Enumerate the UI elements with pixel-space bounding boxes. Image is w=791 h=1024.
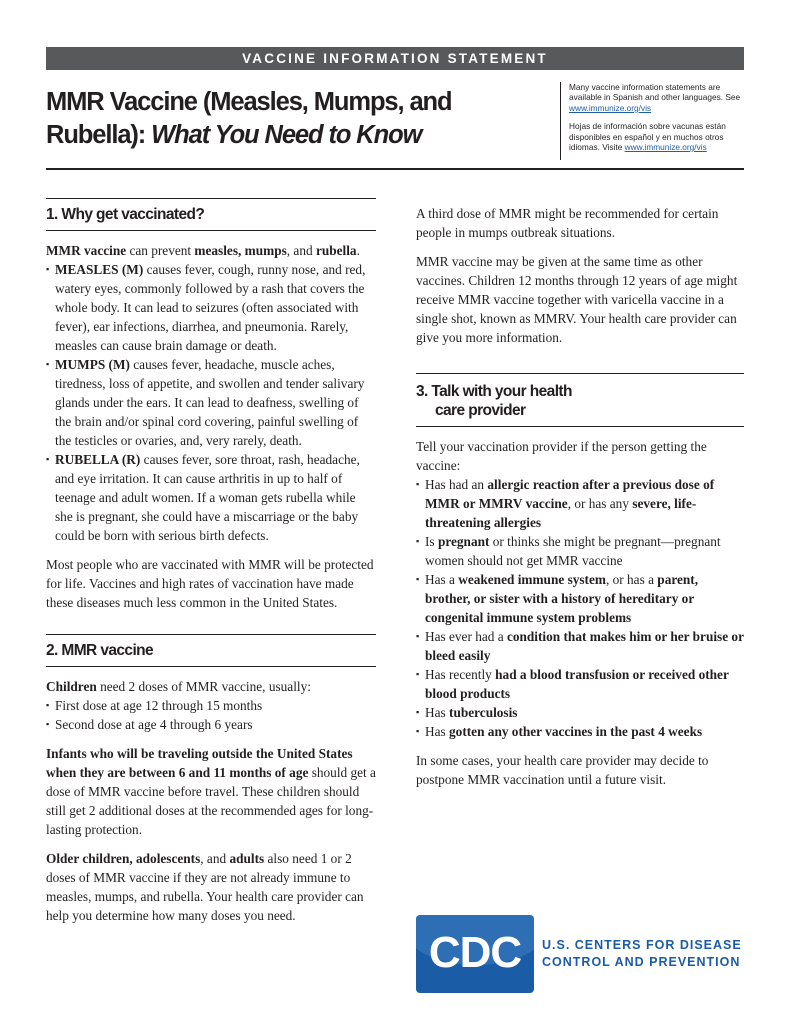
- list-item-immune-system: ▪ Has a weakened immune system, or has a parent, brother, or sister with a history of hereditary or congenital immune system problems: [416, 570, 744, 627]
- list-item-transfusion: ▪ Has recently had a blood transfusion or received other blood products: [416, 665, 744, 703]
- third-dose-note: A third dose of MMR might be recommended for certain people in mumps outbreak situations.: [416, 206, 719, 240]
- disease-list: [46, 260, 376, 545]
- language-note: [560, 82, 753, 160]
- cdc-agency-line-2: CONTROL AND PREVENTION: [542, 955, 741, 969]
- children-doses-intro: Children need 2 doses of MMR vaccine, usually:: [46, 679, 311, 694]
- dose-list: [46, 696, 376, 734]
- list-item-rubella: ▪ RUBELLA (R) causes fever, sore throat, rash, headache, and eye irritation. It can cause arthritis in up to half of teenage and adult women. If a woman gets rubella while she is pregnant, she could have a miscarriage or the baby could be born with serious birth defects.: [46, 450, 376, 545]
- list-item-other-vaccines: ▪ Has gotten any other vaccines in the past 4 weeks: [416, 722, 744, 741]
- immunize-link-en[interactable]: www.immunize.org/vis: [569, 102, 652, 113]
- language-note-spanish: [569, 121, 753, 152]
- list-item-pregnancy: ▪ Is pregnant or thinks she might be pregnant—pregnant women should not get MMR vaccine: [416, 532, 744, 570]
- cdc-logo: [416, 915, 534, 993]
- list-item-measles: ▪ MEASLES (M) causes fever, cough, runny nose, and red, watery eyes, commonly followed by a rash that covers the whole body. It can lead to seizures (often associated with fever), ear infections, diarrhea, and pneumonia. Rarely, measles can cause brain damage or death.: [46, 260, 376, 355]
- infants-travel-note: Infants who will be traveling outside the United States when they are between 6 and 11 months of age should get a dose of MMR vaccine before travel. These children should still get 2 additional doses at the recommended ages for long-lasting protection.: [46, 746, 376, 837]
- list-item-tuberculosis: ▪ Has tuberculosis: [416, 703, 744, 722]
- section-1-intro: MMR vaccine can prevent measles, mumps, and rubella.: [46, 243, 360, 258]
- language-note-es-text: Hojas de información sobre vacunas están disponibles en español y en muchos otros idiomas. Visite: [569, 121, 726, 153]
- cdc-branding: [416, 913, 746, 995]
- cdc-agency-name: [542, 937, 752, 971]
- language-note-en-text: Many vaccine information statements are available in Spanish and other languages. See: [569, 82, 741, 103]
- provider-checklist: [416, 475, 744, 741]
- cdc-logo-letters: CDC: [428, 928, 522, 977]
- section-3-intro: Tell your vaccination provider if the person getting the vaccine:: [416, 439, 707, 473]
- list-item-bleeding: ▪ Has ever had a condition that makes him or her bruise or bleed easily: [416, 627, 744, 665]
- older-children-note: Older children, adolescents, and adults also need 1 or 2 doses of MMR vaccine if they are not already immune to measles, mumps, and rubella. Your health care provider can help you determine how many doses you need.: [46, 851, 364, 923]
- section-1-closing: Most people who are vaccinated with MMR will be protected for life. Vaccines and high rates of vaccination have made these diseases much less common in the United States.: [46, 557, 374, 610]
- language-note-english: [569, 82, 753, 113]
- right-column: [416, 204, 744, 799]
- list-item-second-dose: ▪ Second dose at age 4 through 6 years: [46, 715, 376, 734]
- cdc-agency-line-1: U.S. CENTERS FOR DISEASE: [542, 938, 742, 952]
- mmrv-note: MMR vaccine may be given at the same time as other vaccines. Children 12 months through 12 years of age might receive MMR vaccine together with varicella vaccine in a single shot, known as MMRV. Your health care provider can give you more information.: [416, 254, 738, 345]
- section-3-closing: In some cases, your health care provider may decide to postpone MMR vaccination until a future visit.: [416, 753, 709, 787]
- header-divider: [46, 168, 744, 170]
- section-3-heading: 3. Talk with your health care provider: [416, 373, 744, 427]
- immunize-link-es[interactable]: www.immunize.org/vis: [624, 142, 707, 153]
- left-column: [46, 198, 376, 935]
- list-item-allergy: ▪ Has had an allergic reaction after a previous dose of MMR or MMRV vaccine, or has any severe, life-threatening allergies: [416, 475, 744, 532]
- vis-banner: VACCINE INFORMATION STATEMENT: [46, 47, 744, 70]
- section-2-heading: 2. MMR vaccine: [46, 634, 376, 667]
- page-title: [46, 86, 556, 152]
- section-1-heading: 1. Why get vaccinated?: [46, 198, 376, 231]
- title-main: MMR Vaccine (Measles, Mumps, and Rubella):: [46, 88, 452, 149]
- list-item-first-dose: ▪ First dose at age 12 through 15 months: [46, 696, 376, 715]
- list-item-mumps: ▪ MUMPS (M) causes fever, headache, muscle aches, tiredness, loss of appetite, and swollen and tender salivary glands under the ears. It can lead to deafness, swelling of the brain and/or spinal cord covering, painful swelling of the testicles or ovaries, and, very rarely, death.: [46, 355, 376, 450]
- title-italic: What You Need to Know: [151, 121, 422, 149]
